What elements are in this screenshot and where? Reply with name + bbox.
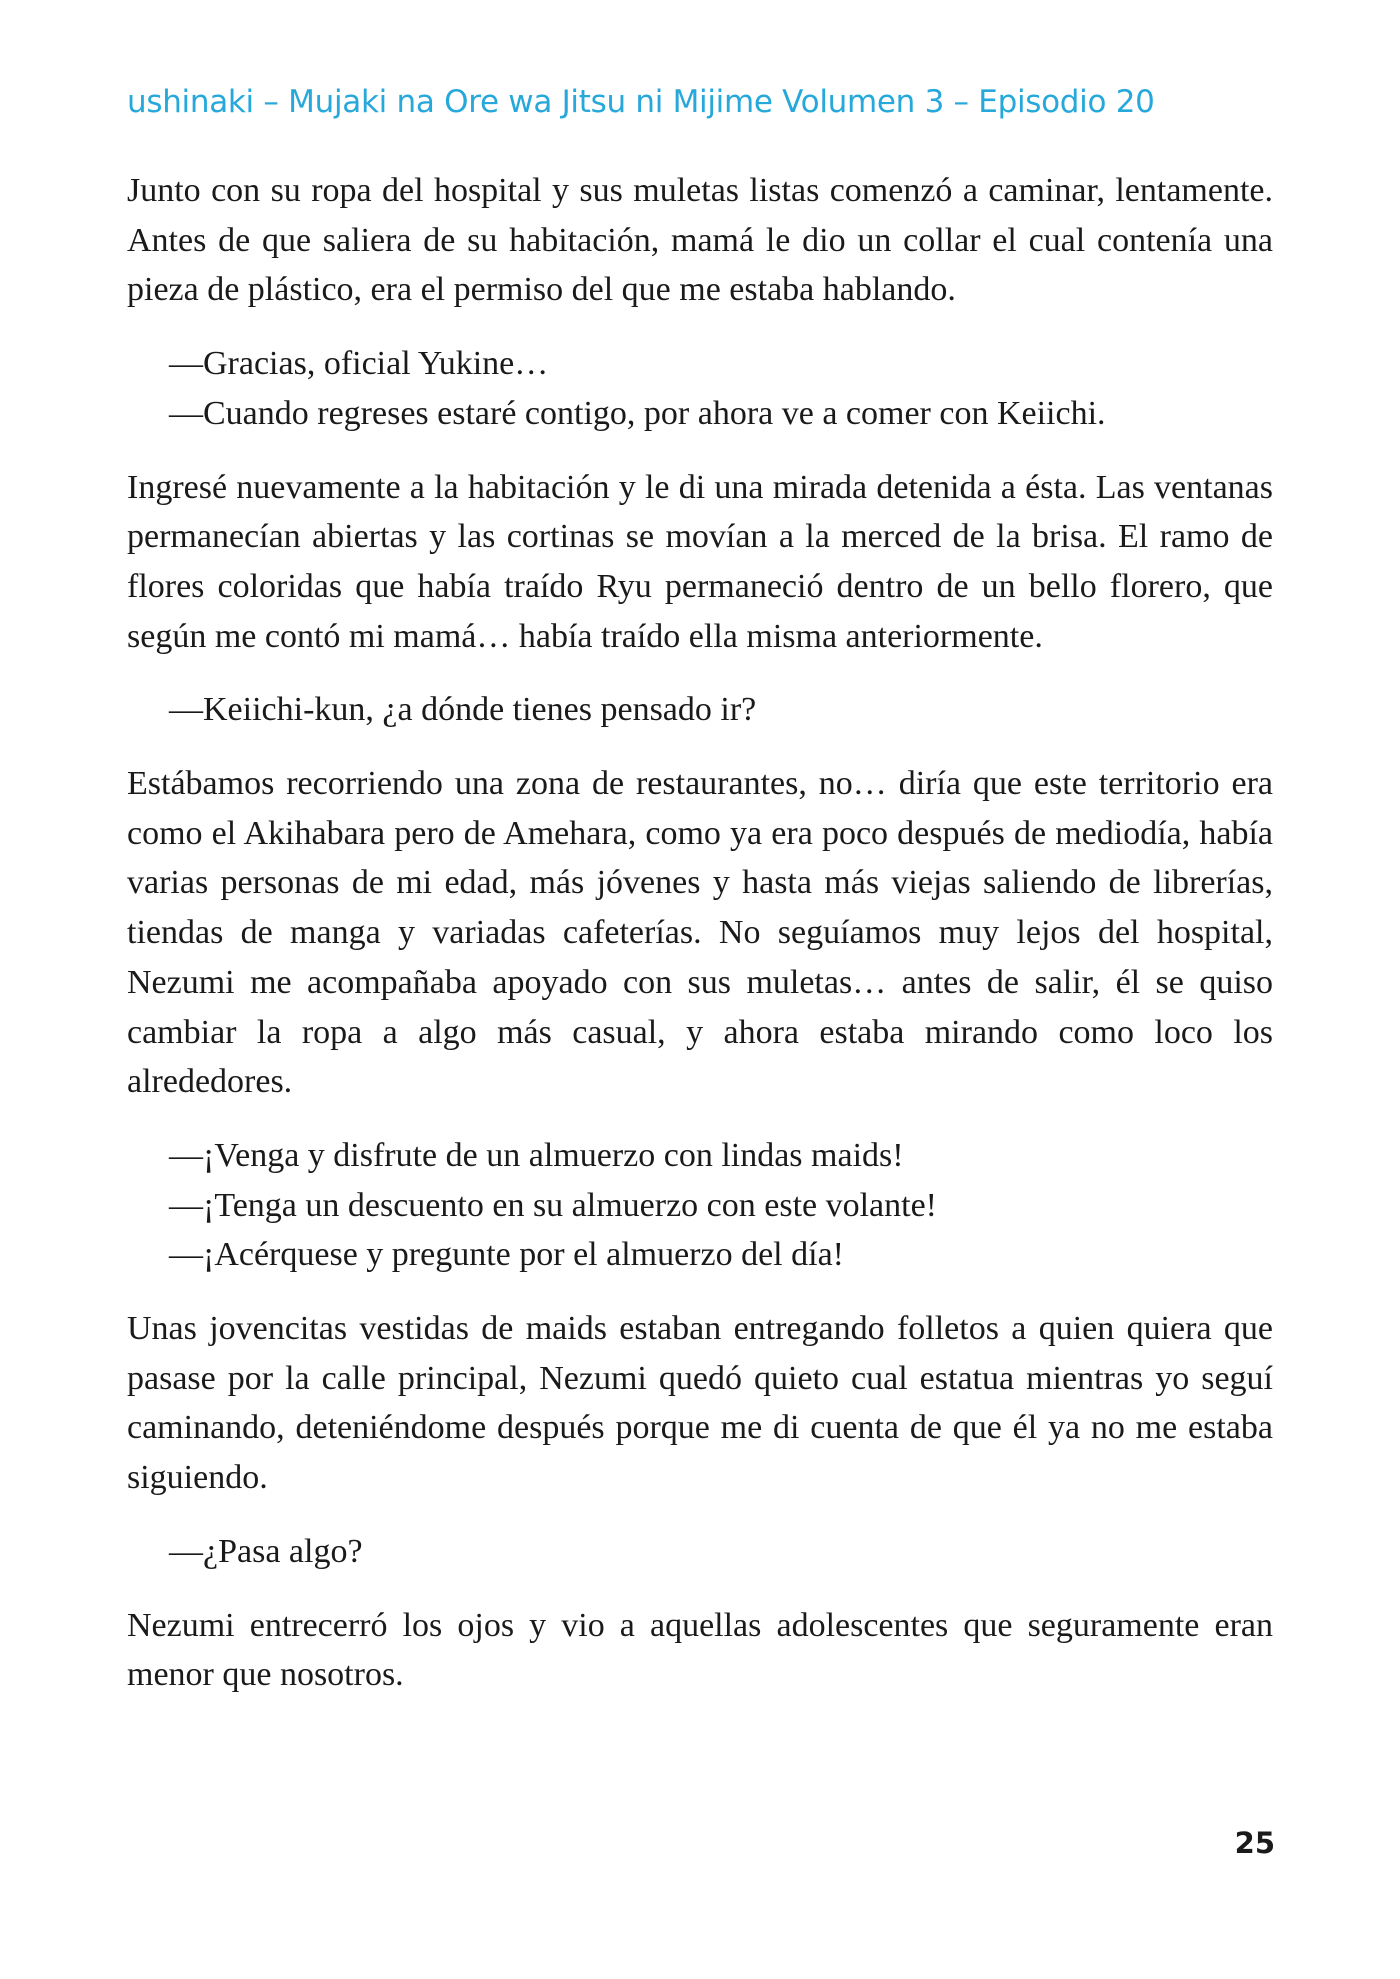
dialogue-group-1 [127,339,1273,438]
dialogue-line: —Gracias, oficial Yukine… [169,345,549,383]
dialogue-line: —¡Venga y disfrute de un almuerzo con lindas maids! [169,1136,904,1174]
paragraph-4: Unas jovencitas vestidas de maids estaban entregando folletos a quien quiera que pasase por la calle principal, Nezumi quedó quieto cual estatua mientras yo seguí caminando, deteniéndome después porque me di cuenta de que él ya no me estaba siguiendo. [127,1310,1273,1497]
paragraph-2: Ingresé nuevamente a la habitación y le di una mirada detenida a ésta. Las ventanas permanecían abiertas y las cortinas se movían a la merced de la brisa. El ramo de flores coloridas que había traído Ryu permaneció dentro de un bello florero, que según me contó mi mamá… había traído ella misma anteriormente. [127,468,1273,655]
dialogue-group-4 [127,1527,1273,1577]
paragraph-1: Junto con su ropa del hospital y sus muletas listas comenzó a caminar, lentamente. Antes de que saliera de su habitación, mamá le dio un collar el cual contenía una pieza de plástico, era el permiso del que me estaba hablando. [127,172,1273,309]
dialogue-line: —¿Pasa algo? [169,1532,363,1570]
page-number: 25 [1234,1826,1275,1860]
dialogue-line: —¡Tenga un descuento en su almuerzo con este volante! [169,1186,938,1224]
dialogue-line: —¡Acérquese y pregunte por el almuerzo del día! [169,1236,844,1274]
body-text [127,166,1273,1724]
paragraph-3: Estábamos recorriendo una zona de restaurantes, no… diría que este territorio era como el Akihabara pero de Amehara, como ya era poco después de mediodía, había varias personas de mi edad, más jóvenes y hasta más viejas saliendo de librerías, tiendas de manga y variadas cafeterías. No seguíamos muy lejos del hospital, Nezumi me acompañaba apoyado con sus muletas… antes de salir, él se quiso cambiar la ropa a algo más casual, y ahora estaba mirando como loco los alrededores. [127,765,1273,1101]
paragraph-5: Nezumi entrecerró los ojos y vio a aquellas adolescentes que seguramente eran menor que nosotros. [127,1606,1273,1694]
dialogue-line: —Cuando regreses estaré contigo, por ahora ve a comer con Keiichi. [169,394,1106,432]
dialogue-line: —Keiichi-kun, ¿a dónde tienes pensado ir? [169,691,757,729]
running-header: ushinaki – Mujaki na Ore wa Jitsu ni Mijime Volumen 3 – Episodio 20 [127,84,1155,120]
dialogue-group-3 [127,1131,1273,1280]
dialogue-group-2 [127,685,1273,735]
